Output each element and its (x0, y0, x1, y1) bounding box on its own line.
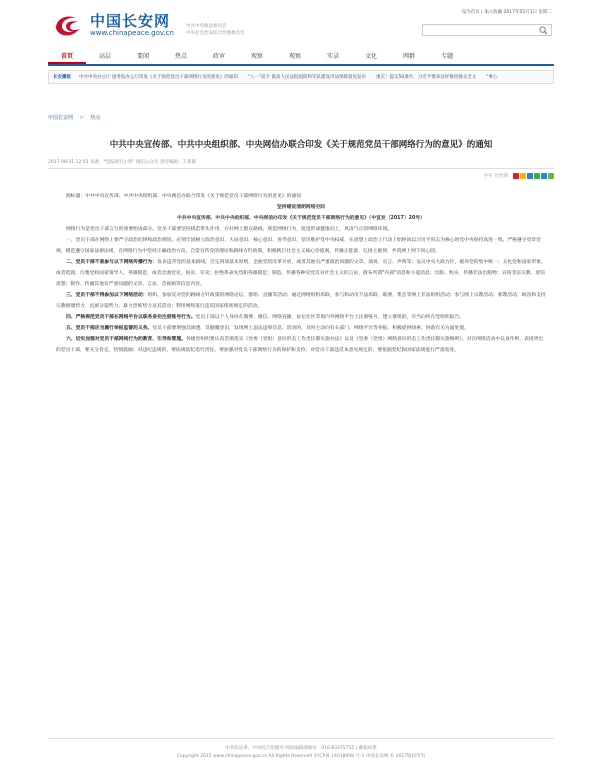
paragraph-lead: 六、切实加强对党员干部网络行为的教育、引导和管理。 (66, 337, 186, 342)
search-icon[interactable] (539, 26, 548, 35)
ticker-item[interactable]: 重庆！提交50条年，习近平要求这样推进群众全文 (376, 75, 477, 80)
nav-item-politics[interactable]: 政审 (212, 53, 225, 60)
paragraph-lead: 二、党员干部不准参与以下网络传播行为： (66, 260, 158, 265)
article-paragraph (56, 191, 546, 202)
paragraph-text: 源标题：中共中央宣传部、中共中央组织部、中央网信办联合印发《关于规范党员干部网络行为的意见》的通知 (66, 194, 302, 199)
paragraph-text: 发表违背党的基本路线，否定四项基本原则，歪曲党的改革开放，或者其他有严重政治问题的文章、演说、宣言、声明等；妄议中央大政方针，破坏党的集中统一；丑化党和国家形象，或者诋毁、污蔑党和国家领导人、英雄模范，或者歪曲党史、国史、军史；拒绝革命先烈和英雄模范；制造、传播各种反党反对社会主义的言论，散布所谓"内部"消息和小道消息；出版、购买、传播非法出版物；宣扬非法宗教、迷信思想；制作、传播其他有严重问题的文章、言论、音视频等信息内容。 (56, 260, 546, 287)
breadcrumb-home[interactable]: 中国长安网 (48, 115, 74, 121)
article-meta: 2017-08-31 12:01 来源："党报研究小组" 微信公众号 责任编辑：王莉静 (48, 160, 196, 165)
nav-item-topics[interactable]: 专题 (440, 53, 453, 60)
breadcrumb-current[interactable]: 热点 (90, 115, 101, 121)
paragraph-text: 党员干部以个人身份在微博、微信、网络直播、论坛社区等境内外网络平台上注册账号、建立群组的，应当向所在党组织报告。 (195, 315, 465, 320)
share-more-icon[interactable] (548, 173, 554, 179)
ticker-item[interactable]: "八一"前夕 最高人民法院国防和军队建设司法保障意见发布 (247, 75, 367, 80)
nav-item-observe-2[interactable]: 观察 (288, 53, 301, 60)
paragraph-text: 网络行为是党员干部言行的重要组成部分。党员干部要坚持模范带头作用，在好网上群众路线，规范网络行为，促进形成健康向上、风清气正的网络环境。 (66, 227, 393, 232)
nav-item-home[interactable]: 首页 (48, 50, 86, 64)
share-tencent-icon[interactable] (541, 173, 547, 179)
article-paragraph (56, 312, 546, 323)
nav-item-culture[interactable]: 文化 (364, 53, 377, 60)
top-links[interactable]: 设为首页 | 加入收藏 2017年05月1日 星期二 (461, 10, 552, 15)
logo-emblem-icon (52, 12, 84, 38)
article-paragraph (56, 202, 546, 213)
nav-item-observe[interactable]: 观察 (250, 53, 263, 60)
nav-item-network[interactable]: 网群 (402, 53, 415, 60)
paragraph-text: 坚持建设清朗网络空间 (277, 205, 325, 210)
article-paragraph (56, 213, 546, 224)
nav-item-record[interactable]: 实录 (326, 53, 339, 60)
article-tools (48, 173, 554, 179)
paragraph-lead: 五、党员干部应当履行举报监督的义务。 (66, 326, 153, 331)
paragraph-text: 一、党员干部在网络上要严守政治纪律和政治规矩。必须牢固树立政治意识、大局意识、核心意识、看齐意识，坚决维护党中央权威，在思想上政治上行动上始终同以习近平同志为核心的党中央保持高度一致。严格遵守党章党规，模范遵守国家法律法规，在网络行为中坚持正确政治方向，自觉宣传党的理论和路线方针政策，积极践行社会主义核心价值观，传播正能量、弘扬主旋律，共筑网上网下同心圆。 (56, 238, 541, 254)
ticker-item[interactable]: "事心 (486, 75, 498, 80)
share-label: 字号 分享到： (483, 174, 512, 179)
article-paragraph (56, 323, 546, 334)
paragraph-text: 各级党组织要认真贯彻落实《党委（党组）意识形态工作责任制实施办法》以及《党委（党组）网络意识形态工作责任制实施细则》。对在网络活动中以身作则、表现突出的党员干部，要充分肯定、热情鼓励；对违纪违规的，要依规依纪追究责任。要加强对党员干部网络行为的保护和支持；对党员干部违反本意见规定的，要依据党纪和国家法规进行严肃查处。 (56, 337, 544, 353)
share-qzone-icon[interactable] (520, 173, 526, 179)
share-weibo-icon[interactable] (513, 173, 519, 179)
logo-title: 中国长安网 (90, 11, 171, 30)
site-footer (48, 738, 554, 761)
nav-item-hot[interactable]: 热点 (174, 53, 187, 60)
site-logo[interactable] (52, 12, 174, 38)
news-ticker (48, 70, 554, 84)
nav-item-news[interactable]: 要闻 (136, 53, 149, 60)
paragraph-text: 党员干部要增强反渗透、反颠覆意识，发现网上违法违规信息、活动的，及时主动向有关部门、网络平台等举报，积极提供线索，协助有关方面处置。 (152, 326, 469, 331)
nav-item-leaders[interactable]: 高层 (98, 53, 111, 60)
main-nav (48, 50, 554, 66)
ticker-item[interactable]: 中共中央办公厅 国务院办公厅印发《关于规范党员干部网络行为的意见》的通知 (79, 75, 238, 80)
site-header (48, 0, 554, 48)
paragraph-lead: 四、严格规范党员干部在网络平台以职务身份注册账号行为。 (66, 315, 196, 320)
logo-url: www.chinapeace.gov.cn (90, 28, 174, 37)
article-body (48, 191, 554, 356)
ticker-label: 长安播报 (53, 75, 71, 80)
logo-subtitle: 中共中央政法委员会 中央社会治安综合治理委员会 (186, 24, 245, 36)
article-paragraph (56, 334, 546, 356)
article-paragraph (56, 235, 546, 257)
footer-copyright: Copyright 2015 www.chinapeace.gov.cn All Rights Reserved 京ICP备 14018958 号-1 中国长安网 © 2017版权所有 (176, 754, 426, 759)
share-renren-icon[interactable] (527, 173, 533, 179)
article-title: 中共中央宣传部、中共中央组织部、中央网信办联合印发《关于规范党员干部网络行为的意见》的通知 (109, 140, 493, 150)
article-paragraph (56, 224, 546, 235)
breadcrumb-separator: > (79, 115, 84, 121)
share-wechat-icon[interactable] (534, 173, 540, 179)
article-paragraph (56, 257, 546, 290)
search-input[interactable] (422, 24, 552, 36)
divider (48, 168, 554, 169)
paragraph-text: 中共中央宣传部、中共中央组织部、中央网信办印发《关于规范党员干部网络行为的意见》（中宣发〔2017〕20号） (177, 216, 425, 221)
article-paragraph (56, 290, 546, 312)
paragraph-text: 组织、参加反对党的路线方针政策的网络论坛、群组、直播等活动；通过网络组织串联，参与和动员不法串联、联署、集会等网上非法组织活动；参与网上宗教活动、邪教活动，纵容和支持宗教极端势力、民族分裂势力、暴力恐怖势力及其活动；利用网络进行违反国家保密规定的活动。 (56, 293, 546, 309)
breadcrumb (48, 114, 554, 121)
paragraph-lead: 三、党员干部不得参加以下网络活动： (66, 293, 148, 298)
footer-line-1: 中共政法委、中央综合治理办 网站编辑部地址：010-83375755 | 邮箱如果 (225, 746, 377, 751)
